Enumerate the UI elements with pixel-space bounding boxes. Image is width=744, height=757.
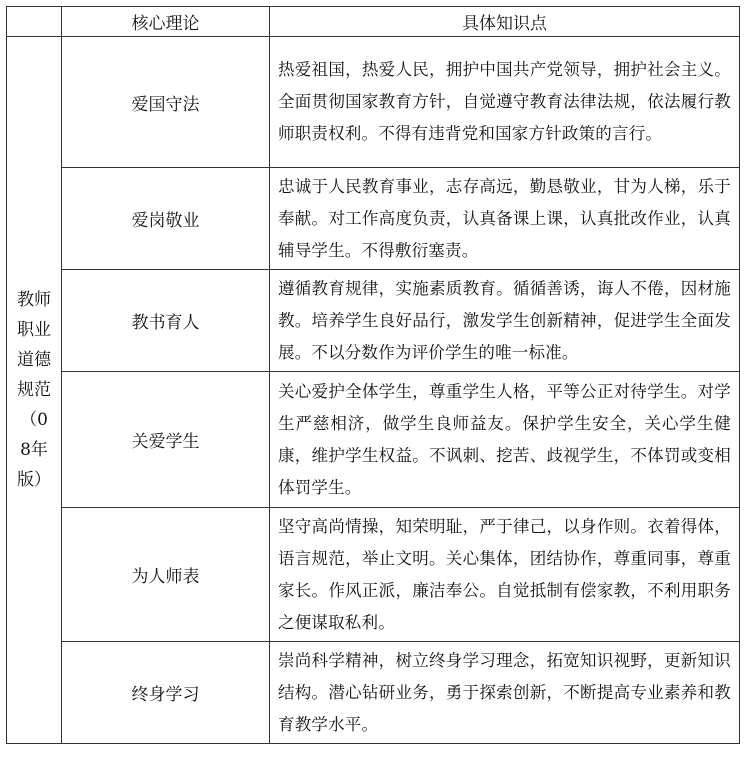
points-cell: 坚守高尚情操，知荣明耻，严于律己，以身作则。衣着得体，语言规范，举止文明。关心集体，团结协作，尊重同事，尊重家长。作风正派，廉洁奉公。自觉抵制有偿家教，不利用职务之便谋取私利。 — [270, 508, 740, 642]
table-row — [7, 642, 740, 744]
table-row — [7, 168, 740, 270]
points-cell: 关心爱护全体学生，尊重学生人格，平等公正对待学生。对学生严慈相济，做学生良师益友。保护学生安全，关心学生健康，维护学生权益。不讽刺、挖苦、歧视学生，不体罚或变相体罚学生。 — [270, 372, 740, 508]
theory-cell: 教书育人 — [62, 270, 270, 372]
table-row — [7, 508, 740, 642]
theory-cell: 为人师表 — [62, 508, 270, 642]
header-blank-cell — [7, 7, 62, 37]
header-theory: 核心理论 — [62, 7, 270, 37]
theory-cell: 终身学习 — [62, 642, 270, 744]
points-cell: 崇尚科学精神，树立终身学习理念，拓宽知识视野，更新知识结构。潜心钻研业务，勇于探索创新，不断提高专业素养和教育教学水平。 — [270, 642, 740, 744]
ethics-table-container — [6, 6, 740, 744]
theory-cell: 关爱学生 — [62, 372, 270, 508]
table-row — [7, 270, 740, 372]
points-cell: 遵循教育规律，实施素质教育。循循善诱，诲人不倦，因材施教。培养学生良好品行，激发学生创新精神，促进学生全面发展。不以分数作为评价学生的唯一标准。 — [270, 270, 740, 372]
points-cell: 热爱祖国，热爱人民，拥护中国共产党领导，拥护社会主义。全面贯彻国家教育方针，自觉遵守教育法律法规，依法履行教师职责权利。不得有违背党和国家方针政策的言行。 — [270, 37, 740, 168]
header-row — [7, 7, 740, 37]
side-label: 教师职业道德规范（08年版） — [17, 290, 51, 490]
theory-cell: 爱国守法 — [62, 37, 270, 168]
table-row — [7, 372, 740, 508]
table-row — [7, 37, 740, 168]
theory-cell: 爱岗敬业 — [62, 168, 270, 270]
side-label-cell — [7, 37, 62, 744]
header-points: 具体知识点 — [270, 7, 740, 37]
ethics-table — [6, 6, 740, 744]
points-cell: 忠诚于人民教育事业，志存高远，勤恳敬业，甘为人梯，乐于奉献。对工作高度负责，认真备课上课，认真批改作业，认真辅导学生。不得敷衍塞责。 — [270, 168, 740, 270]
